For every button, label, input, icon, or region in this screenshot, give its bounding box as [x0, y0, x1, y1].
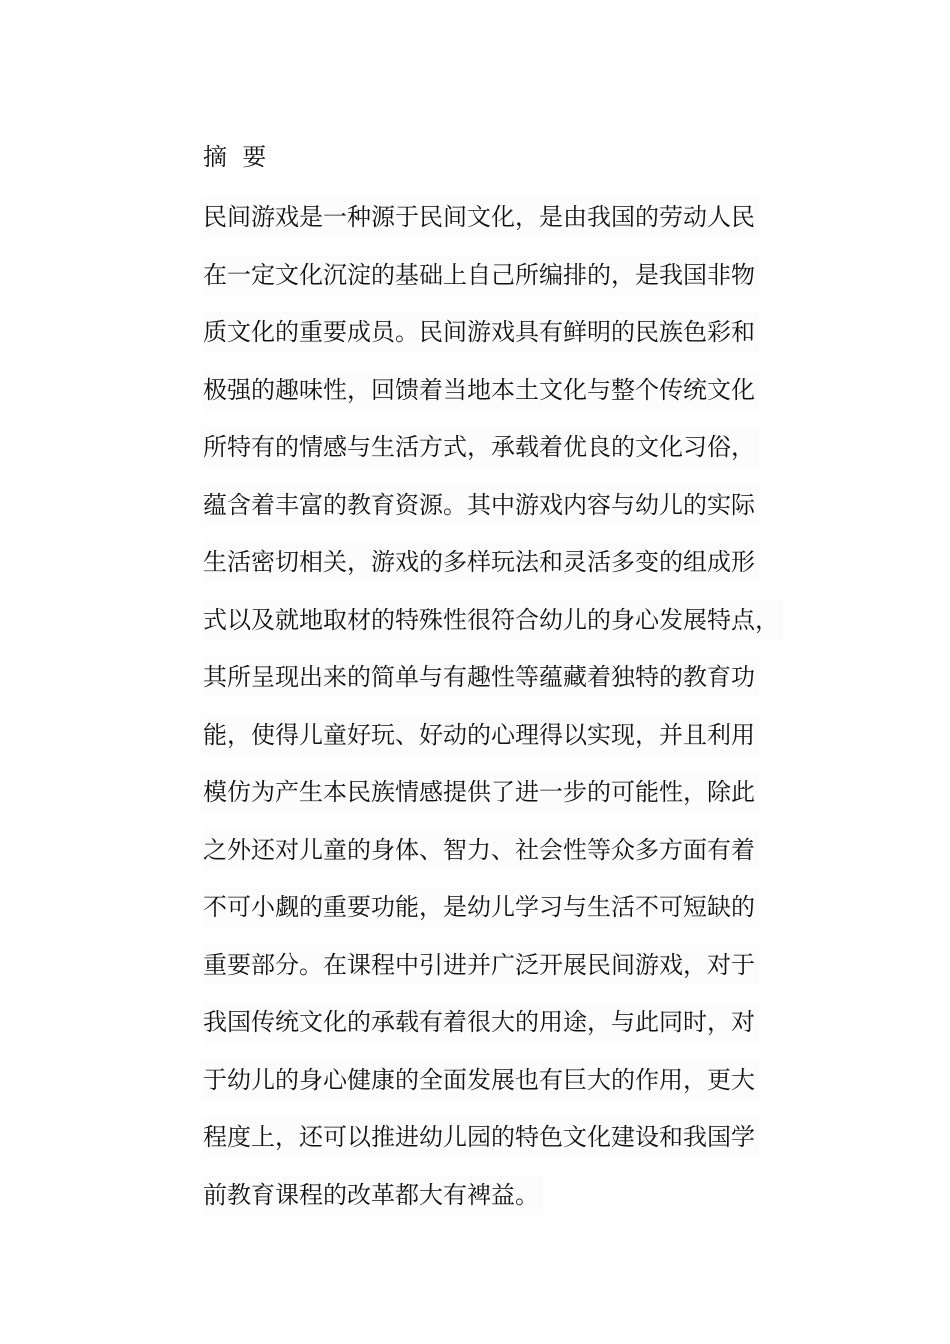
text-line-content: 于幼儿的身心健康的全面发展也有巨大的作用，更大 — [203, 1060, 759, 1100]
text-line-content: 极强的趣味性，回馈着当地本土文化与整个传统文化 — [203, 370, 759, 410]
text-line — [203, 657, 843, 715]
text-line — [203, 542, 843, 600]
text-line — [203, 1060, 843, 1118]
text-line-content: 其所呈现出来的简单与有趣性等蕴藏着独特的教育功 — [203, 657, 759, 697]
abstract-body — [203, 197, 843, 1232]
text-line-content: 式以及就地取材的特殊性很符合幼儿的身心发展特点， — [203, 600, 783, 640]
abstract-heading: 摘 要 — [203, 143, 267, 171]
text-line — [203, 197, 843, 255]
text-line — [203, 1117, 843, 1175]
text-line — [203, 887, 843, 945]
text-line-content: 在一定文化沉淀的基础上自己所编排的，是我国非物 — [203, 255, 759, 295]
text-line — [203, 312, 843, 370]
text-line — [203, 1175, 843, 1233]
text-line — [203, 830, 843, 888]
text-line-content: 蕴含着丰富的教育资源。其中游戏内容与幼儿的实际 — [203, 485, 759, 525]
text-line-content: 程度上，还可以推进幼儿园的特色文化建设和我国学 — [203, 1117, 759, 1157]
text-line — [203, 600, 843, 658]
text-line-content: 能，使得儿童好玩、好动的心理得以实现，并且利用 — [203, 715, 759, 755]
text-line-content: 我国传统文化的承载有着很大的用途，与此同时，对 — [203, 1002, 759, 1042]
text-line-content: 前教育课程的改革都大有裨益。 — [203, 1175, 543, 1215]
text-line — [203, 370, 843, 428]
text-line-content: 民间游戏是一种源于民间文化，是由我国的劳动人民 — [203, 197, 759, 237]
text-line-content: 不可小觑的重要功能，是幼儿学习与生活不可短缺的 — [203, 887, 759, 927]
text-line-content: 所特有的情感与生活方式，承载着优良的文化习俗， — [203, 427, 759, 467]
text-line — [203, 427, 843, 485]
text-line-content: 质文化的重要成员。民间游戏具有鲜明的民族色彩和 — [203, 312, 759, 352]
text-line — [203, 255, 843, 313]
text-line-content: 模仿为产生本民族情感提供了进一步的可能性，除此 — [203, 772, 759, 812]
text-line — [203, 945, 843, 1003]
text-line — [203, 715, 843, 773]
text-line-content: 生活密切相关，游戏的多样玩法和灵活多变的组成形 — [203, 542, 759, 582]
text-line — [203, 485, 843, 543]
text-line-content: 重要部分。在课程中引进并广泛开展民间游戏，对于 — [203, 945, 759, 985]
text-line — [203, 772, 843, 830]
text-line — [203, 1002, 843, 1060]
text-line-content: 之外还对儿童的身体、智力、社会性等众多方面有着 — [203, 830, 759, 870]
